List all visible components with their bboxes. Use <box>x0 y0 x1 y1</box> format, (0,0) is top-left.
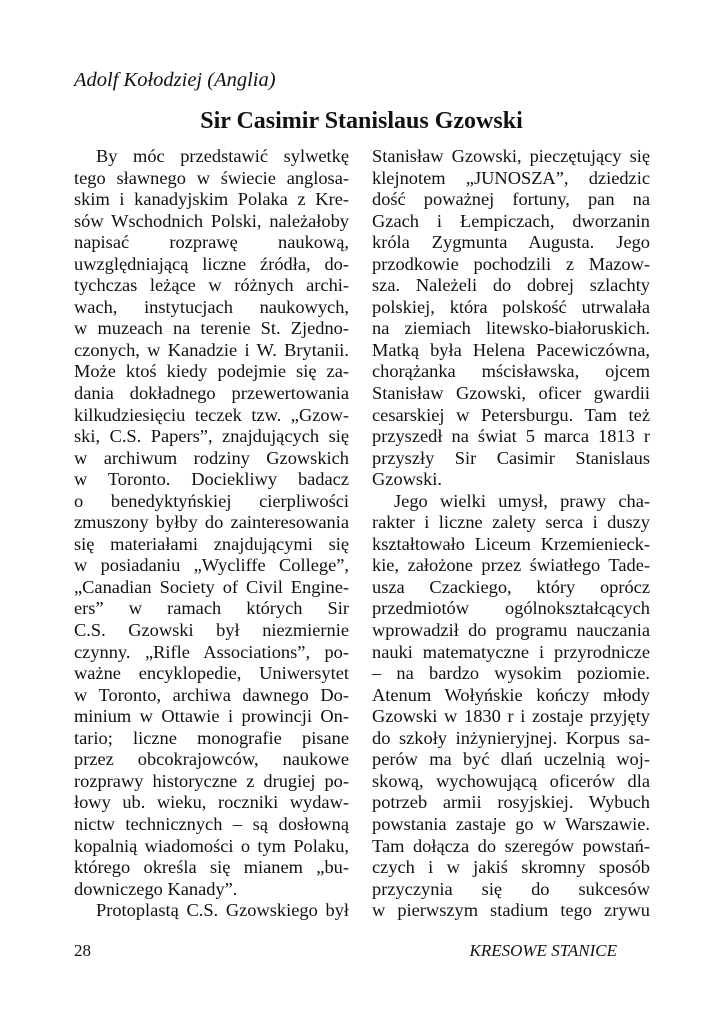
text-line: cesarskiej w Petersburgu. Tam też <box>372 404 650 425</box>
text-line: przodkowie pochodzili z Mazow- <box>372 253 650 274</box>
text-line: ers” w ramach których Sir <box>74 598 349 619</box>
text-line: powstania zastaje go w Warszawie. <box>372 813 650 834</box>
text-line: ski, C.S. Papers”, znajdujących się <box>74 426 349 447</box>
text-line: się materiałami znajdującymi się <box>74 533 349 554</box>
text-line: sza. Należeli do dobrej szlachty <box>372 275 650 296</box>
text-line: łowy ub. wieku, roczniki wydaw- <box>74 792 349 813</box>
text-line: przedmiotów ogólnokształcących <box>372 598 650 619</box>
text-line: Gzowski w 1830 r i zostaje przyjęty <box>372 706 650 727</box>
text-line: kilkudziesięciu teczek tzw. „Gzow- <box>74 404 349 425</box>
text-line: na ziemiach litewsko-białoruskich. <box>372 318 650 339</box>
text-line: napisać rozprawę naukową, <box>74 232 349 253</box>
text-line: czonych, w Kanadzie i W. Brytanii. <box>74 339 349 360</box>
text-line: downiczego Kanady”. <box>74 878 238 899</box>
text-line: usza Czackiego, który oprócz <box>372 576 650 597</box>
text-line: tario; liczne monografie pisane <box>74 727 349 748</box>
text-line: w posiadaniu „Wycliffe College”, <box>74 555 349 576</box>
text-line: w pierwszym stadium tego zrywu <box>372 900 650 921</box>
page-number: 28 <box>74 941 91 960</box>
text-line: rozprawy historyczne z drugiej po- <box>74 770 349 791</box>
text-line: którego określa się mianem „bu- <box>74 857 349 878</box>
author-line: Adolf Kołodziej (Anglia) <box>74 69 276 91</box>
text-line: Stanisław Gzowski, oficer gwardii <box>372 383 650 404</box>
text-line: potrzeb armii rosyjskiej. Wybuch <box>372 792 650 813</box>
text-line: w Toronto, archiwa dawnego Do- <box>74 684 349 705</box>
text-line: kie, założone przez światłego Tade- <box>372 555 650 576</box>
text-line: „Canadian Society of Civil Engine- <box>74 576 349 597</box>
right-column <box>372 146 650 922</box>
text-line: Tam dołącza do szeregów powstań- <box>372 835 650 856</box>
text-line: dania dokładnego przewertowania <box>74 383 349 404</box>
text-line: polskiej, która polskość utrwalała <box>372 296 650 317</box>
text-line: przez obcokrajowców, naukowe <box>74 749 349 770</box>
text-line: przyszedł na świat 5 marca 1813 r <box>372 426 650 447</box>
text-line: kształtowało Liceum Krzemienieck- <box>372 533 650 554</box>
text-line: ważne encyklopedie, Uniwersytet <box>74 663 349 684</box>
text-line: Gzach i Łempiczach, dworzanin <box>372 210 650 231</box>
text-line: C.S. Gzowski był niezmiernie <box>74 620 349 641</box>
text-line: By móc przedstawić sylwetkę <box>96 146 349 166</box>
text-line: do szkoły inżynieryjnej. Korpus sa- <box>372 727 650 748</box>
text-line: uwzględniającą liczne źródła, do- <box>74 253 349 274</box>
text-line: tychczas leżące w różnych archi- <box>74 275 349 296</box>
text-line: czynny. „Rifle Associations”, po- <box>74 641 349 662</box>
text-line: kopalnią wiadomości o tym Polaku, <box>74 835 349 856</box>
text-line: – na bardzo wysokim poziomie. <box>372 663 650 684</box>
text-line: minium w Ottawie i prowincji On- <box>74 706 349 727</box>
article-title <box>0 107 723 135</box>
text-line: Jego wielki umysł, prawy cha- <box>394 490 650 511</box>
text-line: Matką była Helena Pacewiczówna, <box>372 339 650 360</box>
text-line: Protoplastą C.S. Gzowskiego był <box>96 900 349 921</box>
text-line: chorążanka mścisławska, ojcem <box>372 361 650 382</box>
text-line: wach, instytucjach naukowych, <box>74 296 349 317</box>
left-column <box>74 146 349 922</box>
text-line: sów Wschodnich Polski, należałoby <box>74 210 349 231</box>
text-line: Gzowski. <box>372 469 442 490</box>
text-line: rakter i liczne zalety serca i duszy <box>372 512 650 533</box>
text-line: w Toronto. Dociekliwy badacz <box>74 469 349 490</box>
text-line: czych i w jakiś skromny sposób <box>372 857 650 878</box>
text-line: zmuszony byłby do zainteresowania <box>74 512 349 533</box>
text-line: Może ktoś kiedy podejmie się za- <box>74 361 349 382</box>
text-line: króla Zygmunta Augusta. Jego <box>372 232 650 253</box>
text-line: nauki matematyczne i przyrodnicze <box>372 641 650 662</box>
text-line: przyszły Sir Casimir Stanislaus <box>372 447 650 468</box>
text-line: skim i kanadyjskim Polaka z Kre- <box>74 189 349 210</box>
text-line: skową, wychowującą oficerów dla <box>372 770 650 791</box>
text-line: Stanisław Gzowski, pieczętujący się <box>372 146 650 166</box>
article-title-text: Sir Casimir Stanislaus Gzowski <box>200 108 523 134</box>
text-line: tego sławnego w świecie anglosa- <box>74 167 349 188</box>
text-line: Atenum Wołyńskie kończy młody <box>372 684 650 705</box>
text-line: w muzeach na terenie St. Zjedno- <box>74 318 349 339</box>
text-line: w archiwum rodziny Gzowskich <box>74 447 349 468</box>
text-line: wprowadził do programu nauczania <box>372 620 650 641</box>
text-line: klejnotem „JUNOSZA”, dziedzic <box>372 167 650 188</box>
text-line: przyczynia się do sukcesów <box>372 878 650 899</box>
journal-name: KRESOWE STANICE <box>469 941 617 960</box>
text-line: o benedyktyńskiej cierpliwości <box>74 490 349 511</box>
text-line: perów ma być dlań uczelnią woj- <box>372 749 650 770</box>
text-line: nictw technicznych – są dosłowną <box>74 813 349 834</box>
text-line: dość poważnej fortuny, pan na <box>372 189 650 210</box>
